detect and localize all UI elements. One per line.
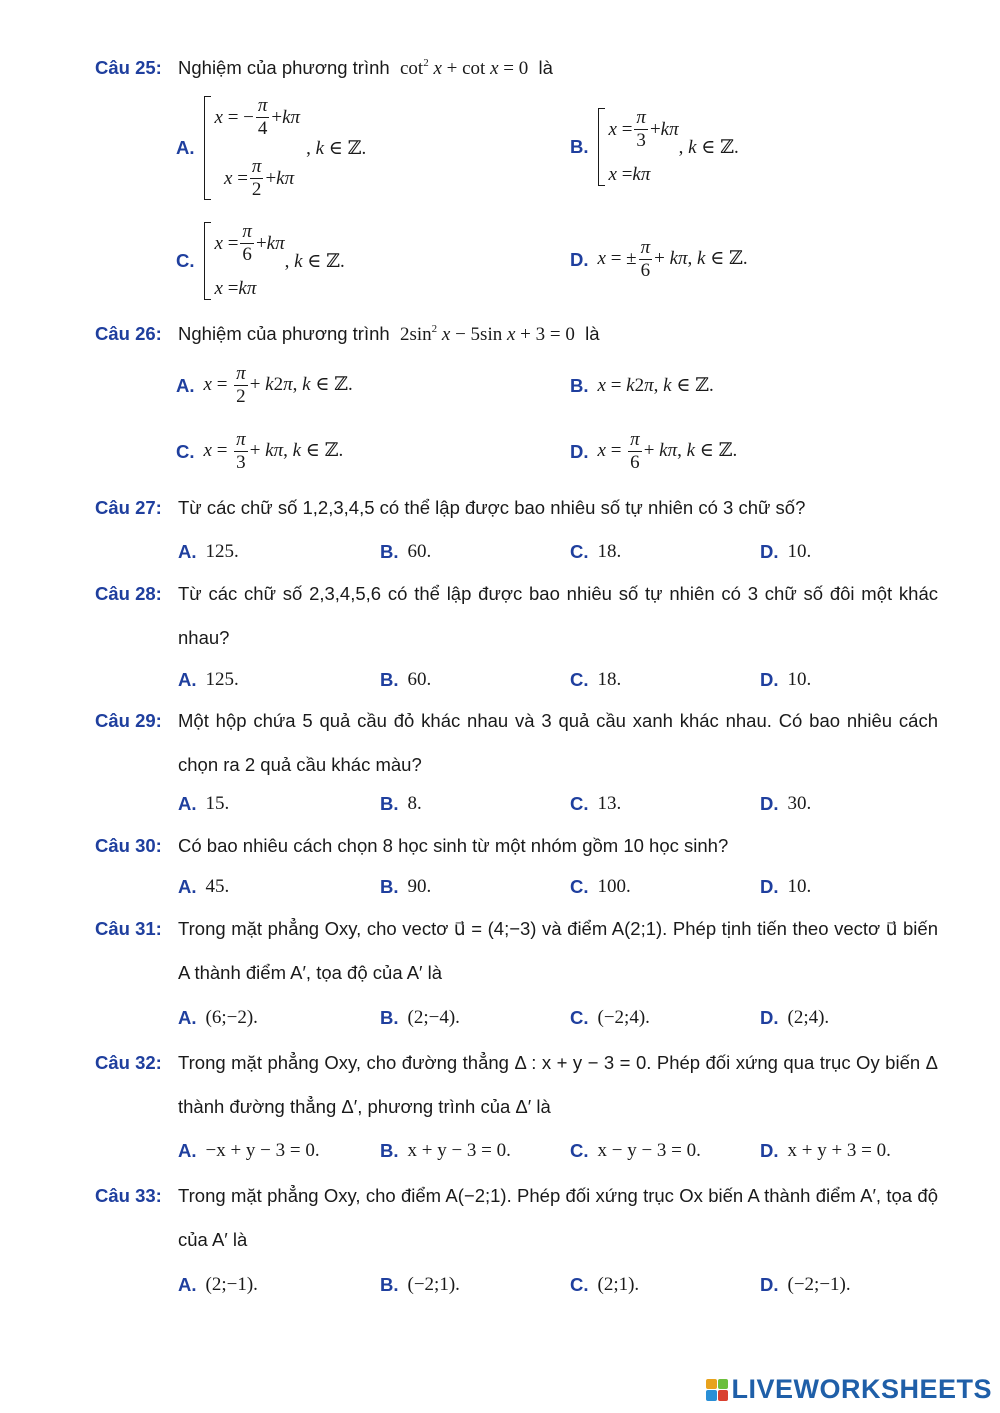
option-28-c[interactable]: C. 18.	[570, 669, 622, 690]
question-number: Câu 28:	[95, 583, 162, 604]
question-number: Câu 33:	[95, 1185, 162, 1206]
option-27-c[interactable]: C. 18.	[570, 541, 622, 562]
option-25-a[interactable]	[176, 96, 366, 200]
question-text: Trong mặt phẳng Oxy, cho đường thẳng Δ : x + y − 3 = 0. Phép đối xứng qua trục Oy biến Δ thành đường thẳng Δ′, phương trình của Δ′ là	[178, 1052, 938, 1117]
question-29	[95, 699, 938, 787]
question-32	[95, 1041, 938, 1129]
question-30	[95, 824, 938, 868]
option-26-a[interactable]: A. x = $\frac{\pi}{2}$ + k2π, k ∈ ℤ.	[176, 363, 353, 407]
option-label: B.	[570, 374, 589, 396]
option-32-a[interactable]: A. −x + y − 3 = 0.	[178, 1140, 320, 1161]
option-math: x = ± $\frac{\pi}{6}$ + kπ, k ∈ ℤ.	[597, 237, 748, 281]
question-text: Một hộp chứa 5 quả cầu đỏ khác nhau và 3 quả cầu xanh khác nhau. Có bao nhiêu cách chọn ra 2 quả cầu khác màu?	[178, 710, 938, 775]
option-33-a[interactable]: A. (2;−1).	[178, 1274, 258, 1295]
logo-square	[718, 1379, 729, 1390]
option-label: D.	[570, 440, 589, 462]
option-30-b[interactable]: B. 90.	[380, 876, 432, 897]
question-text: Từ các chữ số 1,2,3,4,5 có thể lập được bao nhiêu số tự nhiên có 3 chữ số?	[178, 497, 806, 518]
option-27-d[interactable]: D. 10.	[760, 541, 812, 562]
question-25	[95, 46, 938, 91]
equation: $2\sin^2$ x − 5sin x + 3 = 0	[399, 323, 575, 345]
question-text: Nghiệm của phương trình $2\sin^2$ x − 5sin x + 3 = 0 là	[178, 323, 600, 345]
equation-system: x = − $\frac{\pi}{4}$ + kπ x = $\frac{\pi}{2}$ + kπ , k ∈ ℤ.	[204, 96, 367, 200]
question-27	[95, 486, 938, 530]
question-text: Nghiệm của phương trình $\cot^2 x + \cot x = 0$ là	[178, 57, 553, 79]
option-29-a[interactable]: A. 15.	[178, 793, 230, 814]
option-29-d[interactable]: D. 30.	[760, 793, 812, 814]
option-33-b[interactable]: B. (−2;1).	[380, 1274, 460, 1295]
equation-system: x = $\frac{\pi}{3}$ + kπ x = kπ , k ∈ ℤ.	[598, 108, 739, 186]
option-32-c[interactable]: C. x − y − 3 = 0.	[570, 1140, 701, 1161]
option-27-a[interactable]: A. 125.	[178, 541, 239, 562]
question-31	[95, 907, 938, 995]
question-number: Câu 26:	[95, 323, 162, 344]
question-26	[95, 312, 938, 357]
logo-square	[706, 1390, 717, 1401]
option-33-d[interactable]: D. (−2;−1).	[760, 1274, 851, 1295]
question-number: Câu 27:	[95, 497, 162, 518]
option-33-c[interactable]: C. (2;1).	[570, 1274, 640, 1295]
option-31-a[interactable]: A. (6;−2).	[178, 1007, 258, 1028]
question-number: Câu 30:	[95, 835, 162, 856]
option-26-d[interactable]: D. x = $\frac{\pi}{6}$ + kπ, k ∈ ℤ.	[570, 429, 738, 473]
option-25-c[interactable]	[176, 222, 345, 300]
option-31-d[interactable]: D. (2;4).	[760, 1007, 830, 1028]
option-26-b[interactable]: B. x = k2π, k ∈ ℤ.	[570, 374, 714, 396]
option-label: C.	[176, 440, 195, 462]
question-33	[95, 1174, 938, 1262]
logo-square	[706, 1379, 717, 1390]
logo-text: LIVEWORKSHEETS	[731, 1374, 992, 1404]
option-29-b[interactable]: B. 8.	[380, 793, 422, 814]
liveworksheets-logo	[706, 1374, 992, 1405]
liveworksheets-logo-icon	[706, 1379, 728, 1401]
question-number: Câu 31:	[95, 918, 162, 939]
option-30-c[interactable]: C. 100.	[570, 876, 631, 897]
option-29-c[interactable]: C. 13.	[570, 793, 622, 814]
equation-system: x = $\frac{\pi}{6}$ + kπ x = kπ , k ∈ ℤ.	[204, 222, 345, 300]
option-28-b[interactable]: B. 60.	[380, 669, 432, 690]
option-28-a[interactable]: A. 125.	[178, 669, 239, 690]
option-label: D.	[570, 248, 589, 270]
option-28-d[interactable]: D. 10.	[760, 669, 812, 690]
option-31-c[interactable]: C. (−2;4).	[570, 1007, 650, 1028]
option-label: A.	[176, 137, 195, 158]
option-32-d[interactable]: D. x + y + 3 = 0.	[760, 1140, 891, 1161]
question-text: Có bao nhiêu cách chọn 8 học sinh từ một nhóm gồm 10 học sinh?	[178, 835, 729, 856]
question-number: Câu 25:	[95, 57, 162, 78]
logo-square	[718, 1390, 729, 1401]
option-label: A.	[176, 374, 195, 396]
question-number: Câu 32:	[95, 1052, 162, 1073]
option-25-d[interactable]	[570, 238, 748, 281]
option-32-b[interactable]: B. x + y − 3 = 0.	[380, 1140, 511, 1161]
question-number: Câu 29:	[95, 710, 162, 731]
question-text: Từ các chữ số 2,3,4,5,6 có thể lập được bao nhiêu số tự nhiên có 3 chữ số đôi một khác nhau?	[178, 583, 938, 648]
question-text: Trong mặt phẳng Oxy, cho điểm A(−2;1). Phép đối xứng trục Ox biến A thành điểm A′, tọa độ của A′ là	[178, 1185, 938, 1250]
option-31-b[interactable]: B. (2;−4).	[380, 1007, 460, 1028]
question-28	[95, 572, 938, 660]
question-text: Trong mặt phẳng Oxy, cho vectơ u⃗ = (4;−3) và điểm A(2;1). Phép tịnh tiến theo vectơ u⃗ biến A thành điểm A′, tọa độ của A′ là	[178, 918, 938, 983]
option-label: B.	[570, 136, 589, 157]
option-30-a[interactable]: A. 45.	[178, 876, 230, 897]
option-25-b[interactable]	[570, 108, 739, 186]
option-label: C.	[176, 250, 195, 271]
equation: $\cot^2 x + \cot x = 0$	[399, 57, 529, 79]
option-30-d[interactable]: D. 10.	[760, 876, 812, 897]
option-26-c[interactable]: C. x = $\frac{\pi}{3}$ + kπ, k ∈ ℤ.	[176, 429, 344, 473]
option-27-b[interactable]: B. 60.	[380, 541, 432, 562]
